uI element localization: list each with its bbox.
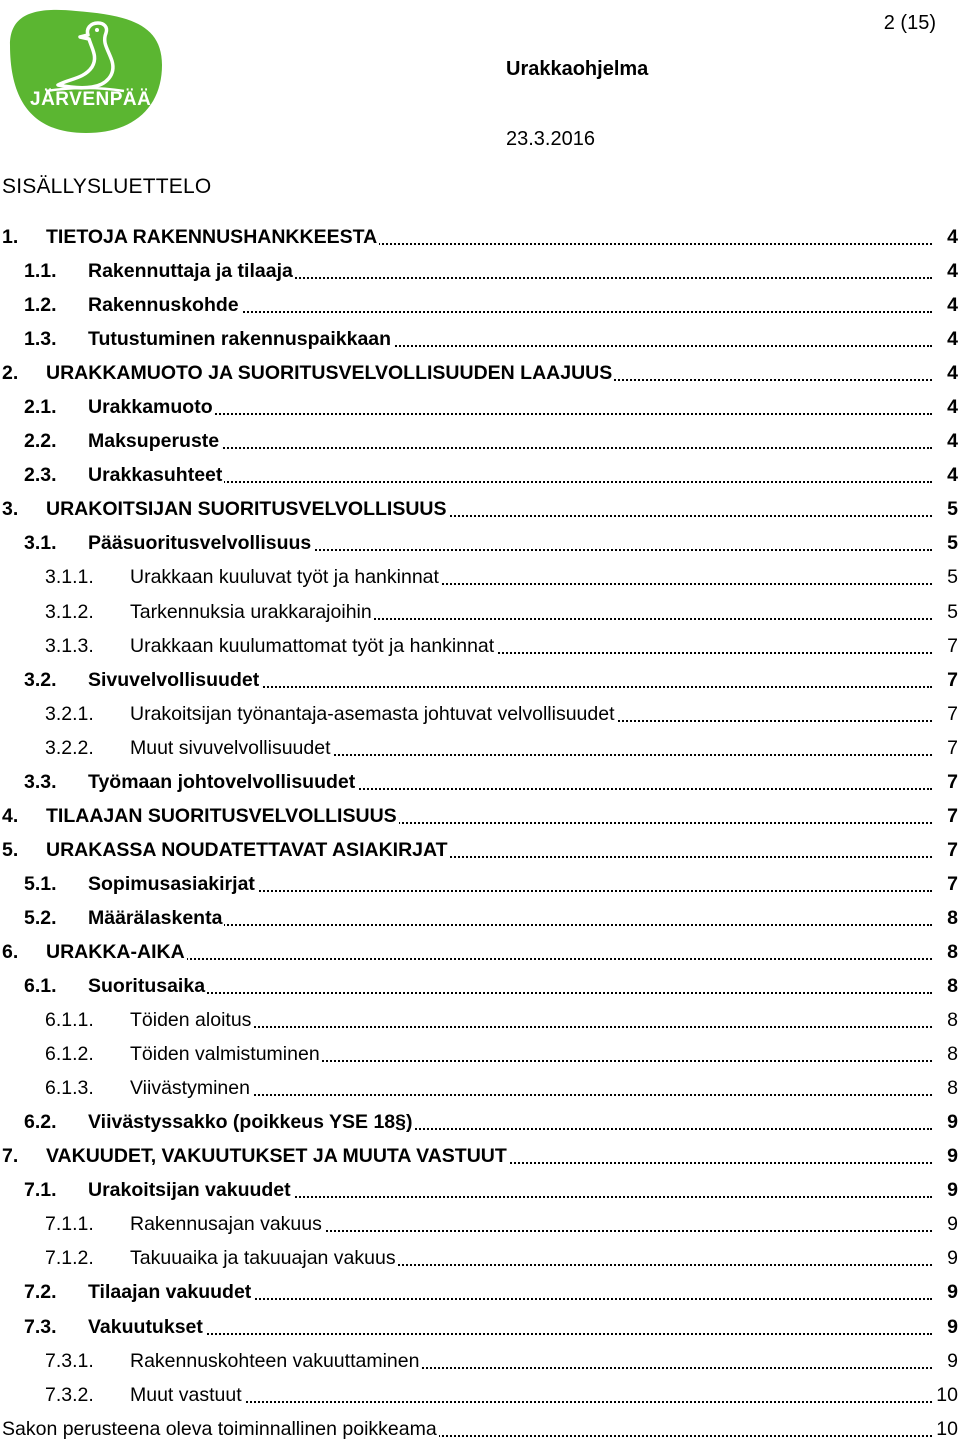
toc-entry-title: Työmaan johtovelvollisuudet [88,770,356,793]
toc-entry-title: Sakon perusteena oleva toiminnallinen poikkeama [2,1417,437,1440]
toc-entry[interactable] [0,1310,960,1344]
toc-entry-title: Töiden valmistuminen [130,1043,320,1066]
toc-entry-title-line [130,595,932,629]
toc-entry-page: 5 [947,600,958,623]
toc-entry-number: 1.3. [24,328,57,351]
toc-entry[interactable] [0,560,960,594]
toc-entry-title: Urakoitsijan vakuudet [88,1179,291,1202]
toc-entry-title: Maksuperuste [88,430,220,453]
toc-entry-title-line [130,1071,932,1105]
toc-entry[interactable] [0,1344,960,1378]
toc-entry-page: 7 [947,634,958,657]
toc-entry-title: Urakkaan kuulumattomat työt ja hankinnat [130,634,495,657]
toc-entry-number: 7.3.2. [45,1383,94,1406]
toc-entry[interactable] [0,595,960,629]
toc-entry-title-line [88,458,932,492]
toc-entry-number: 2.2. [24,430,57,453]
toc-entry-number: 2.3. [24,464,57,487]
toc-entry[interactable] [0,765,960,799]
toc-entry-number: 7.3.1. [45,1349,94,1372]
toc-entry-title-line [130,1003,932,1037]
toc-entry-title-line [130,731,932,765]
toc-entry-page: 9 [947,1315,958,1338]
toc-entry[interactable] [0,833,960,867]
toc-entry-page: 4 [947,260,958,283]
document-title: Urakkaohjelma [506,58,649,80]
toc-entry[interactable] [0,901,960,935]
toc-entry-number: 7. [2,1145,19,1168]
toc-entry-page: 9 [947,1145,958,1168]
toc-entry-title-line [130,560,932,594]
toc-entry-title: VAKUUDET, VAKUUTUKSET JA MUUTA VASTUUT [46,1145,507,1168]
toc-entry[interactable] [0,799,960,833]
toc-entry-page: 8 [947,1077,958,1100]
toc-entry-number: 2.1. [24,396,57,419]
toc-entry-number: 4. [2,804,19,827]
toc-entry-title-line [130,1241,932,1275]
toc-entry[interactable] [0,1105,960,1139]
toc-entry-page: 8 [947,1043,958,1066]
toc-entry-title: Rakennuskohteen vakuuttaminen [130,1349,420,1372]
toc-entry[interactable] [0,629,960,663]
toc-entry-number: 1.2. [24,294,57,317]
toc-entry-title-line [46,220,932,254]
toc-entry-page: 8 [947,1009,958,1032]
toc-entry[interactable] [0,1412,960,1446]
toc-entry[interactable] [0,1207,960,1241]
toc-entry-number: 6.2. [24,1111,57,1134]
toc-entry-title: Pääsuoritusvelvollisuus [88,532,312,555]
toc-entry[interactable] [0,969,960,1003]
toc-entry-page: 10 [936,1417,958,1440]
toc-entry[interactable] [0,1071,960,1105]
toc-entry-page: 10 [936,1383,958,1406]
toc-entry-title-line [88,322,932,356]
toc-entry-title: Tutustuminen rakennuspaikkaan [88,328,392,351]
toc-entry-title: TIETOJA RAKENNUSHANKKEESTA [46,226,378,248]
toc-entry-page: 8 [947,940,958,963]
toc-entry-title: Tilaajan vakuudet [88,1281,252,1304]
toc-entry-title: URAKASSA NOUDATETTAVAT ASIAKIRJAT [46,838,448,861]
toc-entry-page: 7 [947,736,958,759]
toc-entry-page: 9 [947,1349,958,1372]
toc-entry-number: 3.1.2. [45,600,94,623]
toc-entry-title: Takuuaika ja takuuajan vakuus [130,1247,396,1270]
toc-entry[interactable] [0,526,960,560]
toc-entry-title-line [88,1105,932,1139]
toc-entry-title-line [88,254,932,288]
toc-entry[interactable] [0,1003,960,1037]
jarvenpaa-logo [6,5,164,135]
toc-entry[interactable] [0,1378,960,1412]
toc-entry-title: Vakuutukset [88,1315,203,1338]
toc-entry-page: 5 [947,566,958,589]
toc-entry-page: 9 [947,1213,958,1236]
toc-entry-number: 7.1. [24,1179,57,1202]
toc-entry[interactable] [0,390,960,424]
toc-entry-number: 3. [2,498,19,521]
toc-entry-title: Viivästyssakko (poikkeus YSE 18§) [88,1111,413,1134]
toc-entry[interactable] [0,254,960,288]
toc-entry-page: 4 [947,430,958,453]
toc-entry-number: 2. [2,362,19,385]
toc-entry-number: 6.1.1. [45,1009,94,1032]
toc-entry-title: URAKKA-AIKA [46,940,185,963]
toc-entry-page: 4 [947,294,958,317]
toc-entry-page: 9 [947,1111,958,1134]
toc-entry-title-line [88,1275,932,1309]
toc-entry[interactable] [0,697,960,731]
toc-entry-number: 3.3. [24,770,57,793]
toc-entry-title: URAKOITSIJAN SUORITUSVELVOLLISUUS [46,498,447,521]
toc-entry-title-line [130,1207,932,1241]
toc-entry-title: Muut sivuvelvollisuudet [130,736,331,759]
page-number: 2 (15) [883,12,936,34]
toc-entry-title-line [46,799,932,833]
toc-entry[interactable] [0,663,960,697]
toc-heading: SISÄLLYSLUETTELO [2,175,212,198]
toc-entry-title: Sopimusasiakirjat [88,872,255,895]
toc-entry-number: 3.2. [24,668,57,691]
toc-entry-number: 1.1. [24,260,57,283]
toc-entry-number: 3.2.2. [45,736,94,759]
toc-entry-title-line [88,526,932,560]
toc-entry-title-line [88,1310,932,1344]
toc-entry-number: 3.2.1. [45,702,94,725]
toc-entry[interactable] [0,1139,960,1173]
toc-entry-page: 7 [947,770,958,793]
toc-entry-number: 5.2. [24,906,57,929]
toc-entry-page: 4 [947,464,958,487]
toc-entry-title: Viivästyminen [130,1077,250,1100]
table-of-contents [0,220,960,1446]
toc-entry[interactable] [0,935,960,969]
toc-entry-title-line [88,663,932,697]
toc-entry-title-line [130,1344,932,1378]
toc-entry-title-line [46,833,932,867]
toc-entry-page: 9 [947,1247,958,1270]
toc-entry-page: 8 [947,906,958,929]
toc-entry-title: Rakennuttaja ja tilaaja [88,260,293,283]
toc-entry-number: 3.1. [24,532,57,555]
toc-entry-number: 6. [2,940,19,963]
toc-entry-title-line [46,935,932,969]
toc-entry-title-line [130,629,932,663]
toc-entry-page: 4 [947,362,958,385]
toc-entry-page: 7 [947,668,958,691]
toc-entry-page: 4 [947,396,958,419]
toc-entry-page: 4 [947,328,958,351]
toc-entry-number: 7.2. [24,1281,57,1304]
toc-entry[interactable] [0,322,960,356]
toc-entry[interactable] [0,424,960,458]
toc-entry-title: TILAAJAN SUORITUSVELVOLLISUUS [46,804,397,827]
toc-entry-title-line [130,697,932,731]
toc-entry-title-line [88,288,932,322]
toc-entry-title-line [46,356,932,390]
toc-entry-title-line [46,492,932,526]
toc-entry-page: 5 [947,532,958,555]
toc-entry[interactable] [0,1173,960,1207]
toc-entry[interactable] [0,1275,960,1309]
toc-entry-number: 6.1. [24,975,57,998]
toc-entry-title-line [2,1412,932,1446]
toc-entry-title: Rakennusajan vakuus [130,1213,322,1236]
toc-entry-title: Sivuvelvollisuudet [88,668,260,691]
toc-entry-title: Tarkennuksia urakkarajoihin [130,600,372,623]
toc-entry-number: 5.1. [24,872,57,895]
toc-entry-number: 7.1.1. [45,1213,94,1236]
toc-entry-title-line [130,1378,932,1412]
toc-entry-title: Suoritusaika [88,975,206,998]
toc-entry-title: Töiden aloitus [130,1009,252,1032]
toc-entry-title: Muut vastuut [130,1383,242,1406]
toc-entry-page: 9 [947,1281,958,1304]
toc-entry-title: Urakkasuhteet [88,464,223,487]
toc-entry[interactable] [0,220,960,254]
toc-entry[interactable] [0,867,960,901]
toc-entry-title: Urakkaan kuuluvat työt ja hankinnat [130,566,439,589]
toc-entry-title: Määrälaskenta [88,906,223,929]
toc-entry-number: 5. [2,838,19,861]
toc-entry-title-line [88,867,932,901]
toc-entry-page: 9 [947,1179,958,1202]
toc-entry-title: Rakennuskohde [88,294,239,317]
document-date: 23.3.2016 [506,128,595,150]
toc-entry[interactable] [0,1037,960,1071]
toc-entry[interactable] [0,458,960,492]
toc-entry[interactable] [0,492,960,526]
toc-entry-page: 4 [947,226,958,248]
toc-entry-page: 7 [947,702,958,725]
toc-entry-title-line [46,1139,932,1173]
toc-entry-title-line [88,765,932,799]
toc-entry-page: 7 [947,838,958,861]
toc-entry-page: 8 [947,975,958,998]
toc-entry[interactable] [0,1241,960,1275]
toc-entry-page: 7 [947,872,958,895]
toc-entry[interactable] [0,288,960,322]
toc-entry-number: 7.1.2. [45,1247,94,1270]
toc-entry-number: 6.1.2. [45,1043,94,1066]
toc-entry-title-line [130,1037,932,1071]
toc-entry[interactable] [0,731,960,765]
toc-entry-title-line [88,901,932,935]
toc-entry-title: URAKKAMUOTO JA SUORITUSVELVOLLISUUDEN LAAJUUS [46,362,613,385]
toc-entry-title: Urakoitsijan työnantaja-asemasta johtuvat velvollisuudet [130,702,615,725]
toc-entry-number: 3.1.1. [45,566,94,589]
toc-entry-title-line [88,1173,932,1207]
toc-entry[interactable] [0,356,960,390]
toc-entry-page: 5 [947,498,958,521]
toc-entry-number: 6.1.3. [45,1077,94,1100]
toc-entry-title-line [88,390,932,424]
toc-entry-number: 7.3. [24,1315,57,1338]
toc-entry-title: Urakkamuoto [88,396,213,419]
toc-entry-number: 3.1.3. [45,634,94,657]
logo-text: JÄRVENPÄÄ [30,89,152,110]
toc-entry-number: 1. [2,226,19,248]
toc-entry-title-line [88,424,932,458]
toc-entry-page: 7 [947,804,958,827]
toc-entry-title-line [88,969,932,1003]
